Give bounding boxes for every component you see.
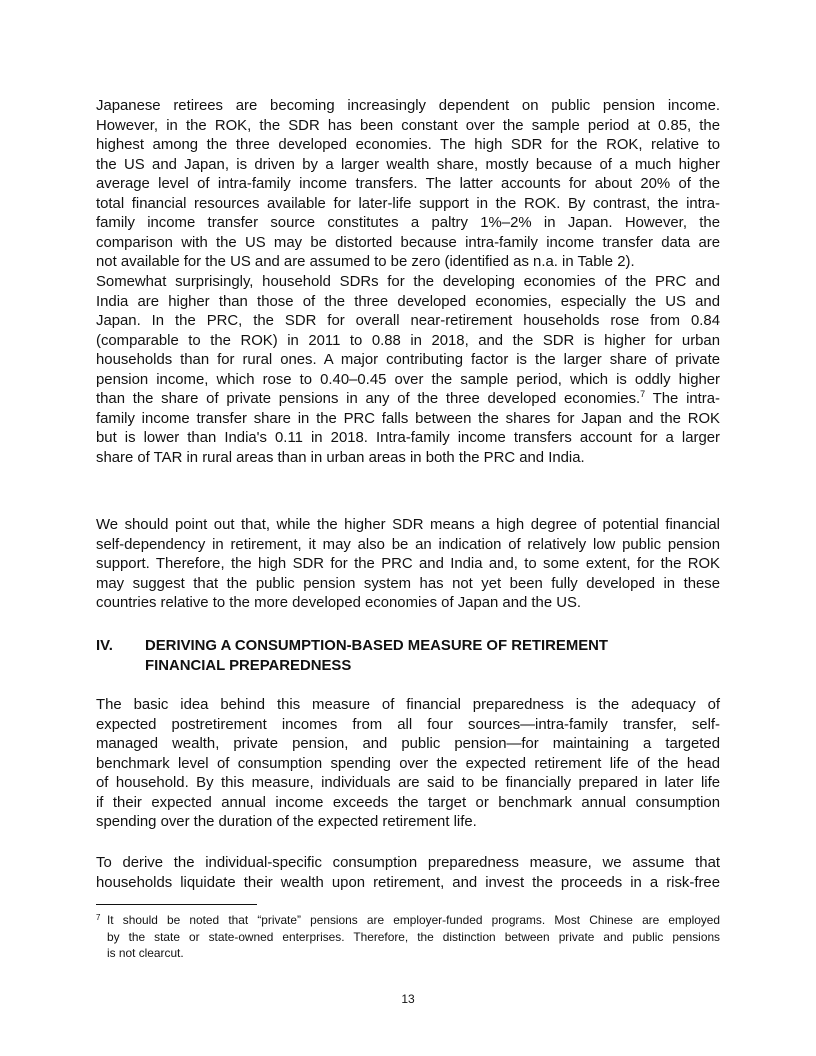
- footnote-separator: [96, 904, 257, 905]
- text-line: family income transfer share in the PRC falls between the shares for Japan and the ROK: [96, 410, 720, 427]
- text-line: Somewhat surprisingly, household SDRs for the developing economies of the PRC and: [96, 274, 720, 290]
- footnote-line: It should be noted that “private” pensions are employer-funded programs. Most Chinese are employed: [107, 913, 720, 927]
- paragraph-3: [96, 516, 720, 614]
- text-line: households liquidate their wealth upon retirement, and invest the proceeds in a risk-free: [96, 874, 720, 891]
- text-line: India are higher than those of the three developed economies, especially the US and: [96, 293, 720, 310]
- page-number: 13: [401, 992, 415, 1006]
- section-title-line: FINANCIAL PREPAREDNESS: [145, 658, 352, 674]
- text-line: [96, 390, 720, 410]
- text-line: highest among the three developed economies. The high SDR for the ROK, relative to: [96, 137, 720, 154]
- footnote-mark: 7: [96, 913, 101, 922]
- text-line: the US and Japan, is driven by a larger wealth share, mostly because of a much higher: [96, 156, 720, 173]
- text-line: support. Therefore, the high SDR for the PRC and India and, to some extent, for the ROK: [96, 556, 720, 573]
- text-line: comparison with the US may be distorted because intra-family income transfer data are: [96, 234, 720, 251]
- footnote-line: by the state or state-owned enterprises. Therefore, the distinction between private and public pensions: [107, 929, 720, 944]
- text-line: households than for rural ones. A major contributing factor is the larger share of private: [96, 352, 720, 369]
- text-line: The basic idea behind this measure of financial preparedness is the adequacy of: [96, 697, 720, 713]
- text-line: managed wealth, private pension, and public pension—for maintaining a targeted: [96, 736, 720, 753]
- text-segment: than the share of private pensions in any of the three developed economies.: [96, 391, 641, 408]
- paragraph-4: [96, 696, 720, 833]
- paragraph-2: [96, 273, 720, 468]
- text-line: not available for the US and are assumed to be zero (identified as n.a. in Table 2).: [96, 254, 635, 271]
- text-line: but is lower than India's 0.11 in 2018. Intra-family income transfers account for a larger: [96, 430, 720, 447]
- text-line: family income transfer source constitutes a paltry 1%–2% in Japan. However, the: [96, 215, 720, 232]
- section-title: [145, 636, 608, 676]
- text-line: total financial resources available for later-life support in the ROK. By contrast, the intra-: [96, 195, 720, 212]
- text-line: if their expected annual income exceeds the target or benchmark annual consumption: [96, 794, 720, 811]
- text-line: may suggest that the public pension system has not yet been fully developed in these: [96, 575, 720, 592]
- text-line: average level of intra-family income transfers. The latter accounts for about 20% of the: [96, 176, 720, 193]
- text-line: Japan. In the PRC, the SDR for overall near-retirement households rose from 0.84: [96, 313, 720, 330]
- footnote-line: is not clearcut.: [107, 946, 184, 960]
- text-line: benchmark level of consumption spending over the expected retirement life of the head: [96, 755, 720, 772]
- text-line: Japanese retirees are becoming increasingly dependent on public pension income.: [96, 98, 720, 114]
- text-line: However, in the ROK, the SDR has been constant over the sample period at 0.85, the: [96, 117, 720, 134]
- footnote: [96, 912, 720, 962]
- footnote-reference[interactable]: 7: [640, 389, 646, 400]
- text-line: (comparable to the ROK) in 2011 to 0.88 in 2018, and the SDR is higher for urban: [96, 332, 720, 349]
- paragraph-5: [96, 854, 720, 893]
- text-line: of household. By this measure, individuals are said to be financially prepared in later life: [96, 775, 720, 792]
- text-segment: The intra-: [645, 391, 721, 408]
- text-line: pension income, which rose to 0.40–0.45 over the sample period, which is oddly higher: [96, 371, 720, 388]
- text-line: share of TAR in rural areas than in urban areas in both the PRC and India.: [96, 449, 585, 466]
- text-line: To derive the individual-specific consumption preparedness measure, we assume that: [96, 855, 720, 871]
- text-line: spending over the duration of the expected retirement life.: [96, 814, 477, 831]
- section-title-line: DERIVING A CONSUMPTION-BASED MEASURE OF RETIREMENT: [145, 638, 609, 654]
- paragraph-1: [96, 97, 720, 273]
- section-number: IV.: [96, 638, 113, 654]
- text-line: expected postretirement incomes from all four sources—intra-family transfer, self-: [96, 716, 720, 733]
- text-line: countries relative to the more developed economies of Japan and the US.: [96, 595, 582, 612]
- text-line: self-dependency in retirement, it may also be an indication of relatively low public pension: [96, 536, 720, 553]
- text-line: We should point out that, while the higher SDR means a high degree of potential financial: [96, 517, 720, 533]
